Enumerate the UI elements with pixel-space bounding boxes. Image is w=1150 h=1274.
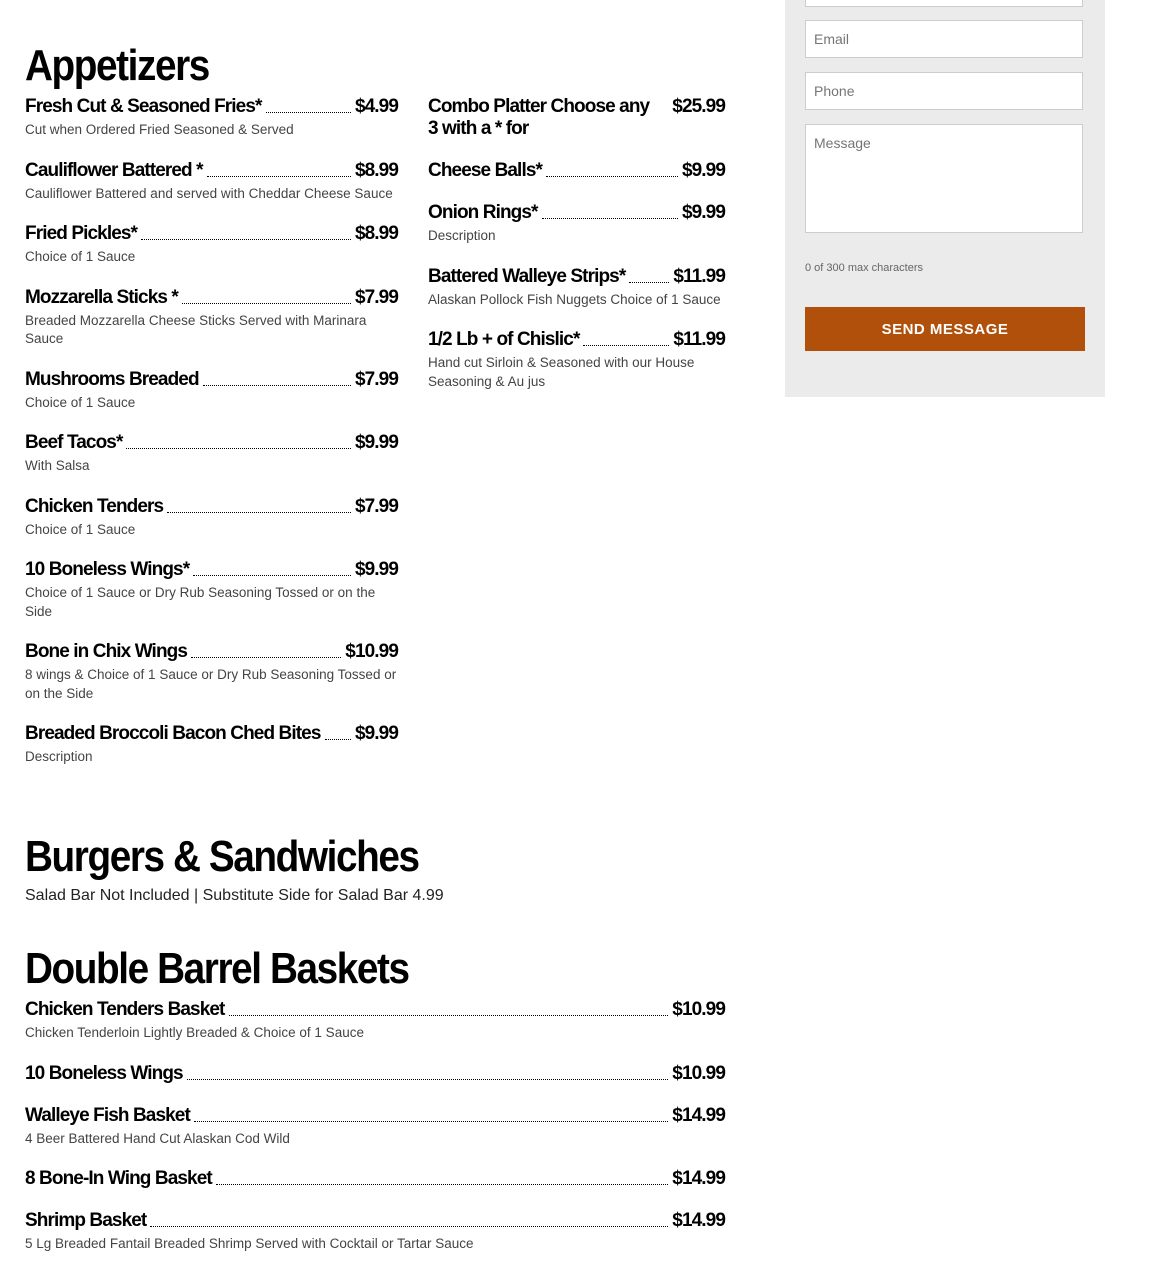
item-price: $10.99: [672, 999, 725, 1020]
item-price: $11.99: [673, 329, 725, 350]
item-price: $7.99: [354, 495, 398, 517]
menu-item: [25, 1210, 725, 1254]
appetizers-section: [25, 41, 725, 787]
leader-dots: [207, 176, 351, 177]
leader-dots: [629, 282, 669, 283]
item-description: 4 Beer Battered Hand Cut Alaskan Cod Wild: [25, 1130, 290, 1146]
item-name: Fried Pickles*: [25, 223, 138, 244]
item-description: Cut when Ordered Fried Seasoned & Served: [25, 122, 294, 137]
item-price: $9.99: [681, 160, 725, 181]
item-price: $9.99: [354, 723, 398, 744]
menu-item: [25, 287, 398, 349]
item-name: Mushrooms Breaded: [25, 368, 199, 390]
menu-item: [25, 1063, 725, 1085]
menu-item: [25, 641, 398, 703]
item-price: $14.99: [672, 1104, 725, 1126]
item-name: Shrimp Basket: [25, 1210, 147, 1231]
menu-item: [428, 96, 725, 140]
leader-dots: [141, 239, 351, 240]
phone-field[interactable]: [805, 72, 1083, 110]
item-name: Combo Platter Choose any 3 with a * for: [428, 96, 650, 139]
item-price: $9.99: [354, 559, 398, 580]
menu-item: [25, 160, 398, 204]
appetizers-title: Appetizers: [25, 41, 209, 90]
send-message-button[interactable]: SEND MESSAGE: [805, 307, 1085, 351]
burgers-section: [25, 832, 725, 905]
item-price: $9.99: [681, 202, 725, 223]
leader-dots: [167, 512, 351, 513]
item-price: $14.99: [672, 1168, 725, 1189]
item-price: $14.99: [672, 1210, 725, 1231]
item-description: Description: [428, 228, 496, 243]
item-description: Choice of 1 Sauce or Dry Rub Seasoning Tossed or on the Side: [25, 585, 376, 619]
menu-item: [25, 96, 398, 140]
leader-dots: [266, 112, 351, 113]
item-price: $8.99: [354, 159, 398, 181]
leader-dots: [203, 385, 351, 386]
item-name: Mozzarella Sticks *: [25, 286, 178, 308]
menu-item: [25, 223, 398, 267]
baskets-section: [25, 944, 725, 1274]
item-description: Choice of 1 Sauce: [25, 521, 136, 537]
item-name: Breaded Broccoli Bacon Ched Bites: [25, 723, 321, 744]
item-description: Chicken Tenderloin Lightly Breaded & Choice of 1 Sauce: [25, 1025, 364, 1040]
name-field[interactable]: [805, 0, 1083, 7]
leader-dots: [229, 1015, 669, 1016]
item-name: 8 Bone-In Wing Basket: [25, 1168, 212, 1189]
item-price: $10.99: [345, 641, 398, 662]
item-price: $4.99: [354, 96, 398, 117]
item-name: 10 Boneless Wings: [25, 1062, 183, 1084]
burgers-title: Burgers & Sandwiches: [25, 832, 419, 881]
item-description: Choice of 1 Sauce: [25, 394, 136, 410]
menu-item: [25, 496, 398, 540]
item-price: $8.99: [354, 223, 398, 244]
item-name: 1/2 Lb + of Chislic*: [428, 329, 580, 350]
item-name: Chicken Tenders Basket: [25, 999, 225, 1020]
contact-form-panel: [785, 0, 1105, 397]
baskets-title: Double Barrel Baskets: [25, 944, 409, 993]
item-description: 5 Lg Breaded Fantail Breaded Shrimp Served with Cocktail or Tartar Sauce: [25, 1236, 474, 1251]
item-description: Choice of 1 Sauce: [25, 249, 136, 264]
item-description: Description: [25, 749, 93, 764]
menu-item: [25, 1105, 725, 1149]
leader-dots: [216, 1184, 668, 1185]
item-price: $25.99: [672, 96, 725, 117]
menu-item: [428, 160, 725, 182]
item-name: Cheese Balls*: [428, 160, 542, 181]
email-field[interactable]: [805, 20, 1083, 58]
item-description: Alaskan Pollock Fish Nuggets Choice of 1 Sauce: [428, 291, 721, 307]
item-name: Cauliflower Battered *: [25, 159, 203, 181]
leader-dots: [193, 575, 351, 576]
message-field[interactable]: [805, 124, 1083, 233]
leader-dots: [325, 739, 351, 740]
item-name: Battered Walleye Strips*: [428, 265, 626, 287]
leader-dots: [191, 657, 341, 658]
item-price: $7.99: [354, 286, 398, 308]
item-name: Walleye Fish Basket: [25, 1104, 190, 1126]
item-description: Breaded Mozzarella Cheese Sticks Served with Marinara Sauce: [25, 312, 367, 346]
leader-dots: [126, 448, 350, 449]
item-price: $10.99: [672, 1062, 725, 1084]
item-name: Beef Tacos*: [25, 432, 123, 453]
appetizers-left-column: [25, 96, 398, 787]
menu-item: [428, 202, 725, 246]
burgers-subtitle: Salad Bar Not Included | Substitute Side for Salad Bar 4.99: [25, 887, 444, 904]
menu-item: [25, 723, 398, 767]
character-counter: 0 of 300 max characters: [805, 262, 924, 274]
item-price: $11.99: [673, 265, 725, 287]
leader-dots: [187, 1079, 669, 1080]
menu-item: [25, 559, 398, 621]
leader-dots: [150, 1226, 668, 1227]
leader-dots: [542, 218, 678, 219]
menu-item: [428, 266, 725, 310]
item-price: $9.99: [354, 432, 398, 453]
appetizers-right-column: [428, 96, 725, 787]
menu-item: [428, 329, 725, 391]
item-name: Fresh Cut & Seasoned Fries*: [25, 96, 262, 117]
leader-dots: [194, 1121, 668, 1122]
item-name: Onion Rings*: [428, 202, 538, 223]
item-description: Cauliflower Battered and served with Cheddar Cheese Sauce: [25, 185, 393, 201]
menu-item: [25, 999, 725, 1043]
item-name: Bone in Chix Wings: [25, 641, 188, 662]
menu-item: [25, 432, 398, 476]
item-description: 8 wings & Choice of 1 Sauce or Dry Rub Seasoning Tossed or on the Side: [25, 667, 397, 701]
item-description: Hand cut Sirloin & Seasoned with our House Seasoning & Au jus: [428, 355, 695, 389]
item-price: $7.99: [354, 368, 398, 390]
menu-item: [25, 369, 398, 413]
menu-item: [25, 1168, 725, 1190]
item-name: Chicken Tenders: [25, 495, 164, 517]
item-description: With Salsa: [25, 458, 90, 473]
item-name: 10 Boneless Wings*: [25, 559, 190, 580]
leader-dots: [182, 303, 351, 304]
leader-dots: [546, 176, 678, 177]
leader-dots: [583, 345, 669, 346]
